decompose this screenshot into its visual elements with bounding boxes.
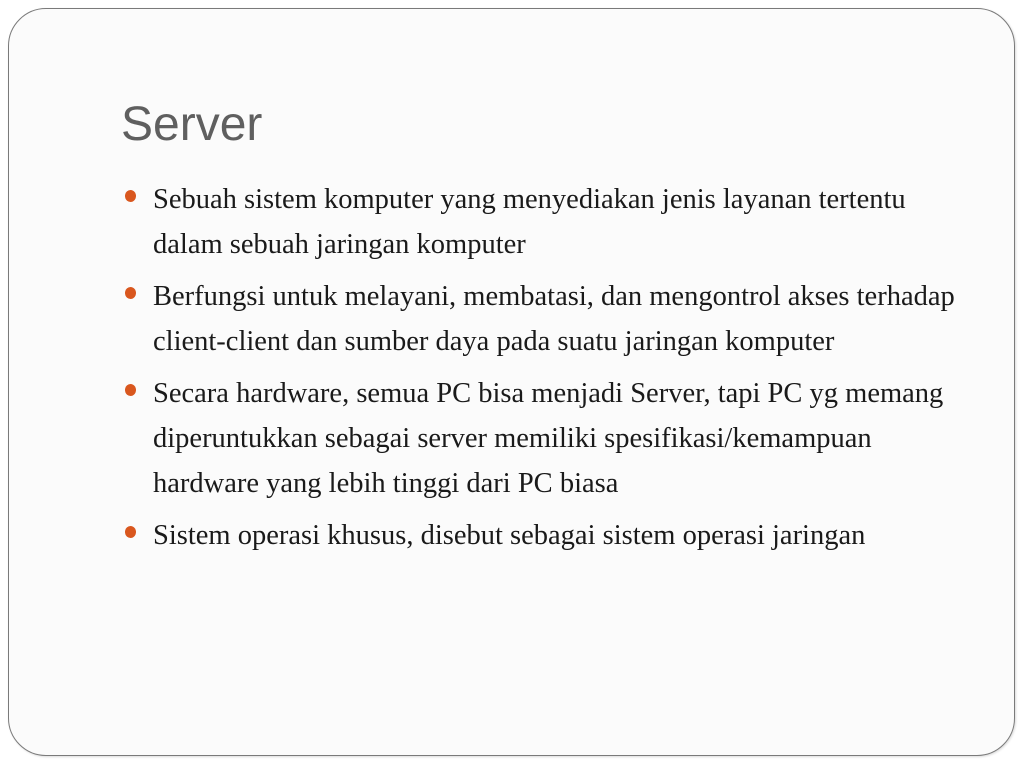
bullet-list bbox=[125, 177, 975, 565]
bullet-item bbox=[125, 513, 975, 558]
bullet-text: Sebuah sistem komputer yang menyediakan jenis layanan tertentu dalam sebuah jaringan komputer bbox=[153, 184, 906, 260]
slide-title: Server bbox=[121, 98, 263, 151]
bullet-dot-icon bbox=[125, 287, 136, 299]
bullet-dot-icon bbox=[125, 190, 136, 202]
bullet-item bbox=[125, 177, 975, 267]
bullet-text: Secara hardware, semua PC bisa menjadi Server, tapi PC yg memang diperuntukkan sebagai server memiliki spesifikasi/kemampuan hardware yang lebih tinggi dari PC biasa bbox=[153, 378, 944, 499]
bullet-text: Sistem operasi khusus, disebut sebagai sistem operasi jaringan bbox=[153, 520, 866, 551]
bullet-item bbox=[125, 274, 975, 364]
bullet-dot-icon bbox=[125, 526, 136, 538]
bullet-text: Berfungsi untuk melayani, membatasi, dan mengontrol akses terhadap client-client dan sumber daya pada suatu jaringan komputer bbox=[153, 281, 955, 357]
bullet-item bbox=[125, 371, 975, 506]
slide bbox=[8, 8, 1015, 756]
bullet-dot-icon bbox=[125, 384, 136, 396]
